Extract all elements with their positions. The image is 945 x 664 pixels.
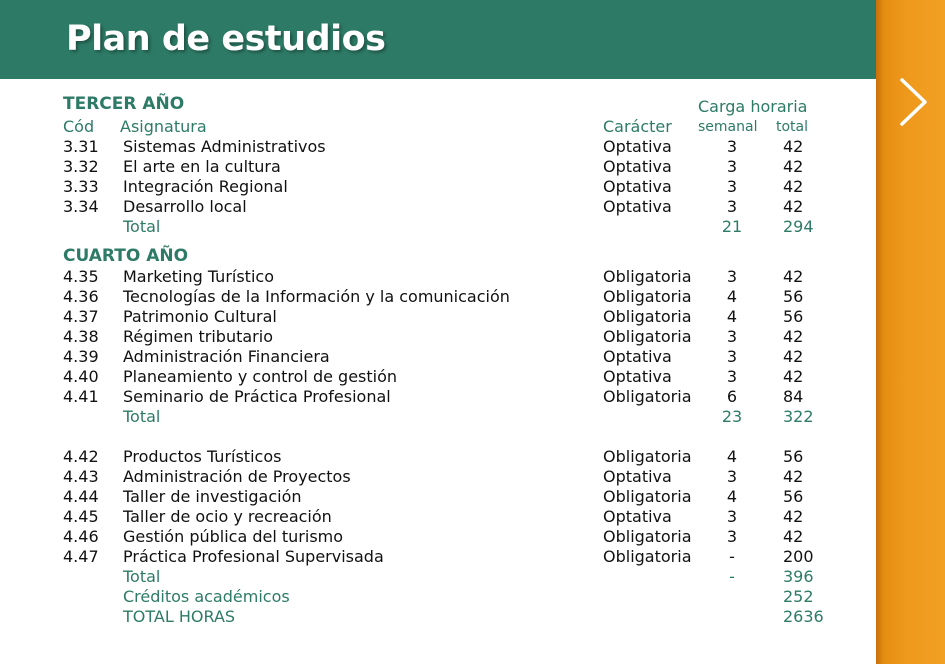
cell-caracter: Obligatoria	[603, 487, 692, 506]
cell-asignatura: El arte en la cultura	[123, 157, 281, 176]
cell-caracter: Obligatoria	[603, 307, 692, 326]
cell-total: 42	[783, 137, 804, 156]
cell-semanal: 3	[726, 137, 738, 156]
cell-total: 42	[783, 177, 804, 196]
cell-caracter: Obligatoria	[603, 447, 692, 466]
cell-caracter: Optativa	[603, 197, 672, 216]
cell-semanal: 4	[726, 287, 738, 306]
cell-asignatura: Práctica Profesional Supervisada	[123, 547, 384, 566]
total-horas: 322	[783, 407, 814, 426]
cell-caracter: Optativa	[603, 157, 672, 176]
total-horas: 294	[783, 217, 814, 236]
header-bar	[0, 0, 876, 79]
cell-semanal: 3	[726, 197, 738, 216]
cell-asignatura: Administración Financiera	[123, 347, 330, 366]
cell-total: 56	[783, 307, 804, 326]
cell-asignatura: Seminario de Práctica Profesional	[123, 387, 391, 406]
total-semanal: 21	[721, 217, 743, 236]
col-header-cod: Cód	[63, 117, 95, 136]
cell-total: 42	[783, 347, 804, 366]
cell-codigo: 4.45	[63, 507, 99, 526]
cell-codigo: 4.38	[63, 327, 99, 346]
cell-caracter: Optativa	[603, 347, 672, 366]
cell-semanal: 6	[726, 387, 738, 406]
cell-total: 56	[783, 447, 804, 466]
cell-caracter: Obligatoria	[603, 387, 692, 406]
cell-semanal: 3	[726, 157, 738, 176]
page-title: Plan de estudios	[66, 19, 386, 59]
cell-asignatura: Desarrollo local	[123, 197, 247, 216]
cell-caracter: Optativa	[603, 367, 672, 386]
section-title-cuarto: CUARTO AÑO	[63, 246, 189, 266]
total-label: Créditos académicos	[123, 587, 290, 606]
cell-codigo: 4.42	[63, 447, 99, 466]
cell-total: 42	[783, 367, 804, 386]
cell-semanal: 3	[726, 327, 738, 346]
cell-asignatura: Integración Regional	[123, 177, 288, 196]
cell-asignatura: Régimen tributario	[123, 327, 273, 346]
cell-total: 84	[783, 387, 804, 406]
cell-semanal: 4	[726, 307, 738, 326]
total-horas: 2636	[783, 607, 824, 626]
cell-semanal: 3	[726, 347, 738, 366]
total-label: TOTAL HORAS	[123, 607, 236, 626]
cell-caracter: Obligatoria	[603, 547, 692, 566]
cell-asignatura: Patrimonio Cultural	[123, 307, 277, 326]
cell-caracter: Optativa	[603, 507, 672, 526]
cell-total: 200	[783, 547, 814, 566]
cell-codigo: 4.36	[63, 287, 99, 306]
cell-asignatura: Administración de Proyectos	[123, 467, 351, 486]
cell-codigo: 4.47	[63, 547, 99, 566]
cell-asignatura: Taller de investigación	[123, 487, 302, 506]
cell-asignatura: Sistemas Administrativos	[123, 137, 326, 156]
cell-asignatura: Planeamiento y control de gestión	[123, 367, 398, 386]
cell-caracter: Obligatoria	[603, 527, 692, 546]
cell-total: 56	[783, 487, 804, 506]
cell-codigo: 3.33	[63, 177, 99, 196]
col-header-asignatura: Asignatura	[120, 117, 207, 136]
cell-semanal: -	[729, 547, 735, 566]
cell-total: 42	[783, 527, 804, 546]
cell-caracter: Obligatoria	[603, 267, 692, 286]
total-label: Total	[123, 407, 161, 426]
cell-semanal: 3	[726, 507, 738, 526]
cell-semanal: 4	[726, 447, 738, 466]
cell-semanal: 4	[726, 487, 738, 506]
cell-codigo: 4.41	[63, 387, 99, 406]
cell-total: 42	[783, 507, 804, 526]
cell-total: 42	[783, 157, 804, 176]
cell-semanal: 3	[726, 177, 738, 196]
cell-caracter: Obligatoria	[603, 287, 692, 306]
cell-asignatura: Tecnologías de la Información y la comunicación	[123, 287, 510, 306]
cell-total: 42	[783, 327, 804, 346]
cell-codigo: 3.34	[63, 197, 99, 216]
total-label: Total	[123, 567, 161, 586]
cell-semanal: 3	[726, 467, 738, 486]
cell-caracter: Optativa	[603, 137, 672, 156]
cell-asignatura: Taller de ocio y recreación	[123, 507, 332, 526]
cell-semanal: 3	[726, 267, 738, 286]
total-horas: 396	[783, 567, 814, 586]
cell-codigo: 4.40	[63, 367, 99, 386]
total-semanal: -	[729, 567, 735, 586]
cell-caracter: Optativa	[603, 467, 672, 486]
cell-caracter: Obligatoria	[603, 327, 692, 346]
total-horas: 252	[783, 587, 814, 606]
cell-codigo: 3.31	[63, 137, 99, 156]
cell-codigo: 3.32	[63, 157, 99, 176]
total-semanal: 23	[721, 407, 743, 426]
col-header-semanal: semanal	[698, 119, 758, 135]
cell-codigo: 4.44	[63, 487, 99, 506]
section-title-tercer: TERCER AÑO	[63, 94, 185, 114]
chevron-right-icon	[892, 74, 936, 130]
cell-asignatura: Productos Turísticos	[123, 447, 282, 466]
cell-codigo: 4.37	[63, 307, 99, 326]
total-label: Total	[123, 217, 161, 236]
cell-caracter: Optativa	[603, 177, 672, 196]
cell-total: 56	[783, 287, 804, 306]
cell-codigo: 4.35	[63, 267, 99, 286]
col-header-caracter: Carácter	[603, 117, 672, 136]
cell-total: 42	[783, 467, 804, 486]
carga-horaria-label: Carga horaria	[698, 97, 808, 116]
cell-codigo: 4.39	[63, 347, 99, 366]
next-button[interactable]	[892, 74, 936, 130]
cell-asignatura: Gestión pública del turismo	[123, 527, 344, 546]
cell-codigo: 4.43	[63, 467, 99, 486]
cell-semanal: 3	[726, 527, 738, 546]
cell-total: 42	[783, 197, 804, 216]
cell-codigo: 4.46	[63, 527, 99, 546]
cell-asignatura: Marketing Turístico	[123, 267, 274, 286]
cell-semanal: 3	[726, 367, 738, 386]
col-header-total: total	[776, 119, 809, 135]
cell-total: 42	[783, 267, 804, 286]
